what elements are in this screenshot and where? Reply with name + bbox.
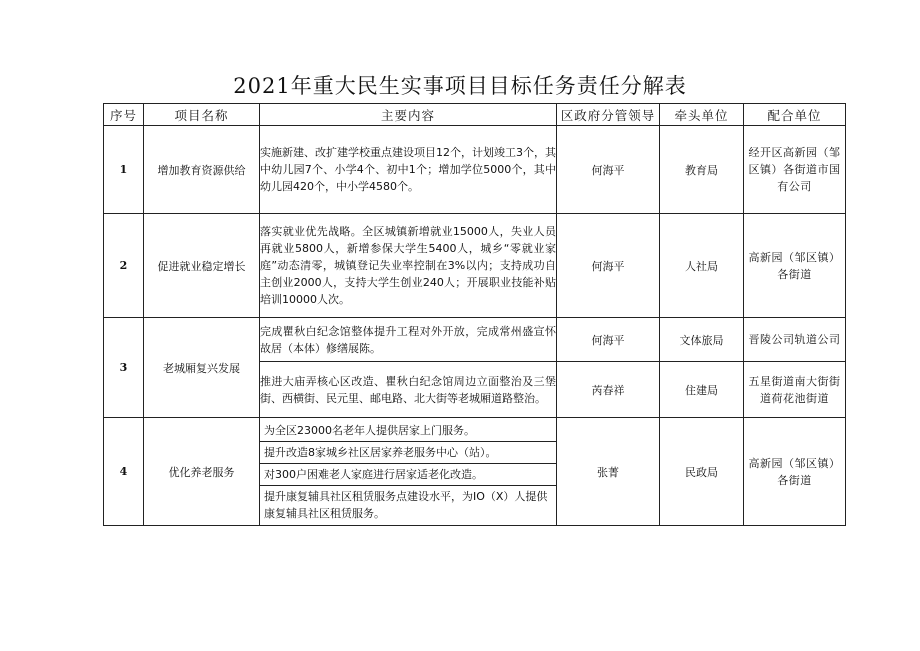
partner-cell xyxy=(744,362,846,418)
project-name: 促进就业稳定增长 xyxy=(144,214,260,318)
table-row xyxy=(104,126,846,214)
partner: 高新园（邹区镇）各街道 xyxy=(748,250,841,281)
header-lead-unit: 牵头单位 xyxy=(660,104,744,126)
partner: 高新园（邹区镇）各街道 xyxy=(748,456,841,487)
row-no: 1 xyxy=(104,126,144,214)
header-no: 序号 xyxy=(104,104,144,126)
row-no: 2 xyxy=(104,214,144,318)
partner: 晋陵公司轨道公司 xyxy=(748,333,841,346)
lead-unit: 民政局 xyxy=(660,418,744,526)
main-content: 完成瞿秋白纪念馆整体提升工程对外开放，完成常州盛宣怀故居（本体）修缮展陈。 xyxy=(260,318,557,362)
content-item: 提升康复辅具社区租赁服务点建设水平，为IO（X）人提供康复辅具社区租赁服务。 xyxy=(264,489,548,520)
content-item: 为全区23000名老年人提供居家上门服务。 xyxy=(260,420,556,442)
leader: 芮春祥 xyxy=(557,362,660,418)
document-title: 2021年重大民生实事项目目标任务责任分解表 xyxy=(233,74,687,98)
project-name: 增加教育资源供给 xyxy=(144,126,260,214)
partner: 五星街道南大街街道荷花池街道 xyxy=(748,374,841,405)
partner-cell xyxy=(744,214,846,318)
main-content: 落实就业优先战略。全区城镇新增就业15000人，失业人员再就业5800人，新增参保大学生5400人，城乡“零就业家庭”动态清零，城镇登记失业率控制在3%以内；支持成功自主创业2000人，支持大学生创业240人；开展职业技能补贴培训10000人次。 xyxy=(260,214,557,318)
row-no: 3 xyxy=(104,318,144,418)
main-content: 实施新建、改扩建学校重点建设项目12个，计划竣工3个，其中幼儿园7个、小学4个、初中1个；增加学位5000个，其中幼儿园420个，中小学4580个。 xyxy=(260,126,557,214)
leader: 何海平 xyxy=(557,318,660,362)
table-row xyxy=(104,418,846,526)
project-name: 优化养老服务 xyxy=(144,418,260,526)
header-project: 项目名称 xyxy=(144,104,260,126)
main-content xyxy=(260,418,557,526)
partner: 经开区高新园（邹区镇）各街道市国有公司 xyxy=(748,146,841,193)
header-content: 主要内容 xyxy=(260,104,557,126)
lead-unit: 住建局 xyxy=(660,362,744,418)
table-row xyxy=(104,318,846,362)
leader: 张菁 xyxy=(557,418,660,526)
leader: 何海平 xyxy=(557,214,660,318)
partner-cell xyxy=(744,418,846,526)
content-item: 对300户困难老人家庭进行居家适老化改造。 xyxy=(260,464,556,486)
responsibility-table xyxy=(103,103,846,526)
header-leader: 区政府分管领导 xyxy=(557,104,660,126)
partner-cell xyxy=(744,318,846,362)
header-partner: 配合单位 xyxy=(744,104,846,126)
content-item: 提升改造8家城乡社区居家养老服务中心（站）。 xyxy=(260,442,556,464)
row-no: 4 xyxy=(104,418,144,526)
header-row xyxy=(104,104,846,126)
lead-unit: 人社局 xyxy=(660,214,744,318)
leader: 何海平 xyxy=(557,126,660,214)
lead-unit: 教育局 xyxy=(660,126,744,214)
partner-cell xyxy=(744,126,846,214)
project-name: 老城厢复兴发展 xyxy=(144,318,260,418)
lead-unit: 文体旅局 xyxy=(660,318,744,362)
table-row xyxy=(104,214,846,318)
main-content: 推进大庙弄核心区改造、瞿秋白纪念馆周边立面整治及三堡街、西横街、民元里、邮电路、北大街等老城厢道路整治。 xyxy=(260,362,557,418)
